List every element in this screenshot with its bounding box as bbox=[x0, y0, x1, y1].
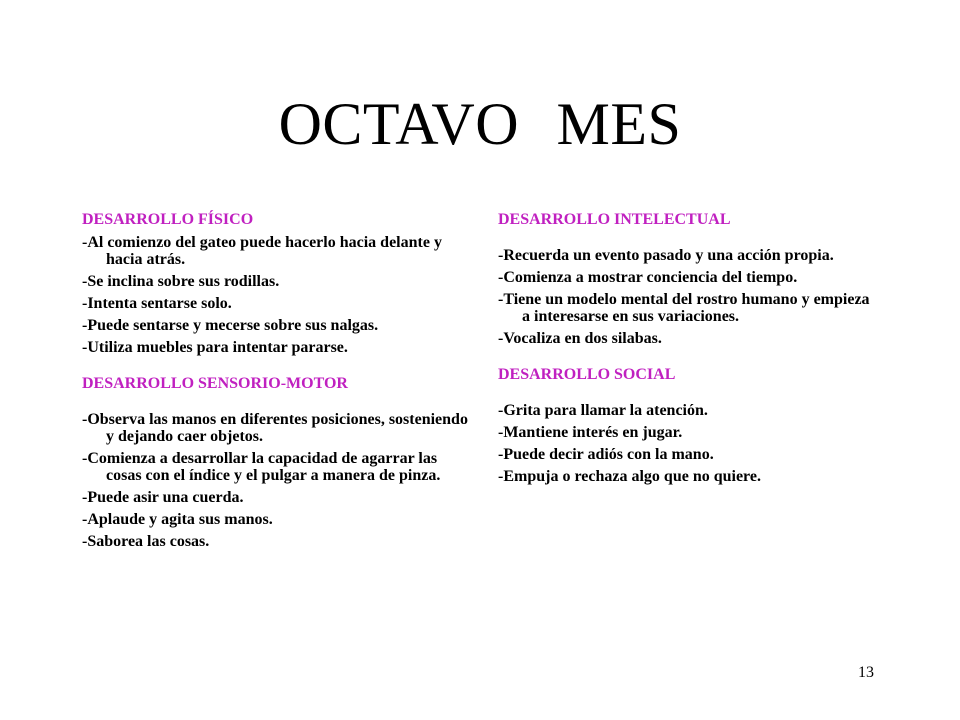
heading-social-development: DESARROLLO SOCIAL bbox=[498, 366, 676, 383]
list-item: -Empuja o rechaza algo que no quiere. bbox=[498, 468, 761, 485]
list-item: -Mantiene interés en jugar. bbox=[498, 424, 683, 441]
right-column bbox=[498, 210, 878, 490]
heading-physical-development: DESARROLLO FÍSICO bbox=[82, 211, 254, 228]
list-item: -Comienza a desarrollar la capacidad de agarrar las cosas con el índice y el pulgar a manera de pinza. bbox=[82, 450, 441, 484]
list-item: -Saborea las cosas. bbox=[82, 533, 210, 550]
list-item: -Al comienzo del gateo puede hacerlo hacia delante y hacia atrás. bbox=[82, 234, 442, 268]
list-item: -Puede decir adiós con la mano. bbox=[498, 446, 714, 463]
left-column bbox=[82, 210, 474, 555]
heading-sensory-motor-development: DESARROLLO SENSORIO-MOTOR bbox=[82, 375, 348, 392]
list-item: -Puede asir una cuerda. bbox=[82, 489, 244, 506]
list-item: -Utiliza muebles para intentar pararse. bbox=[82, 339, 348, 356]
list-item: -Puede sentarse y mecerse sobre sus nalgas. bbox=[82, 317, 379, 334]
page-number: 13 bbox=[858, 664, 874, 681]
list-item: -Observa las manos en diferentes posiciones, sosteniendo y dejando caer objetos. bbox=[82, 411, 468, 445]
list-item: -Grita para llamar la atención. bbox=[498, 402, 708, 419]
slide-title: OCTAVO MES bbox=[278, 91, 682, 157]
list-item: -Intenta sentarse solo. bbox=[82, 295, 232, 312]
list-item: -Vocaliza en dos silabas. bbox=[498, 330, 662, 347]
list-item: -Se inclina sobre sus rodillas. bbox=[82, 273, 280, 290]
list-item: -Tiene un modelo mental del rostro humano y empieza a interesarse en sus variaciones. bbox=[498, 291, 870, 325]
heading-intellectual-development: DESARROLLO INTELECTUAL bbox=[498, 211, 731, 228]
list-item: -Recuerda un evento pasado y una acción propia. bbox=[498, 247, 834, 264]
list-item: -Comienza a mostrar conciencia del tiempo. bbox=[498, 269, 798, 286]
list-item: -Aplaude y agita sus manos. bbox=[82, 511, 273, 528]
